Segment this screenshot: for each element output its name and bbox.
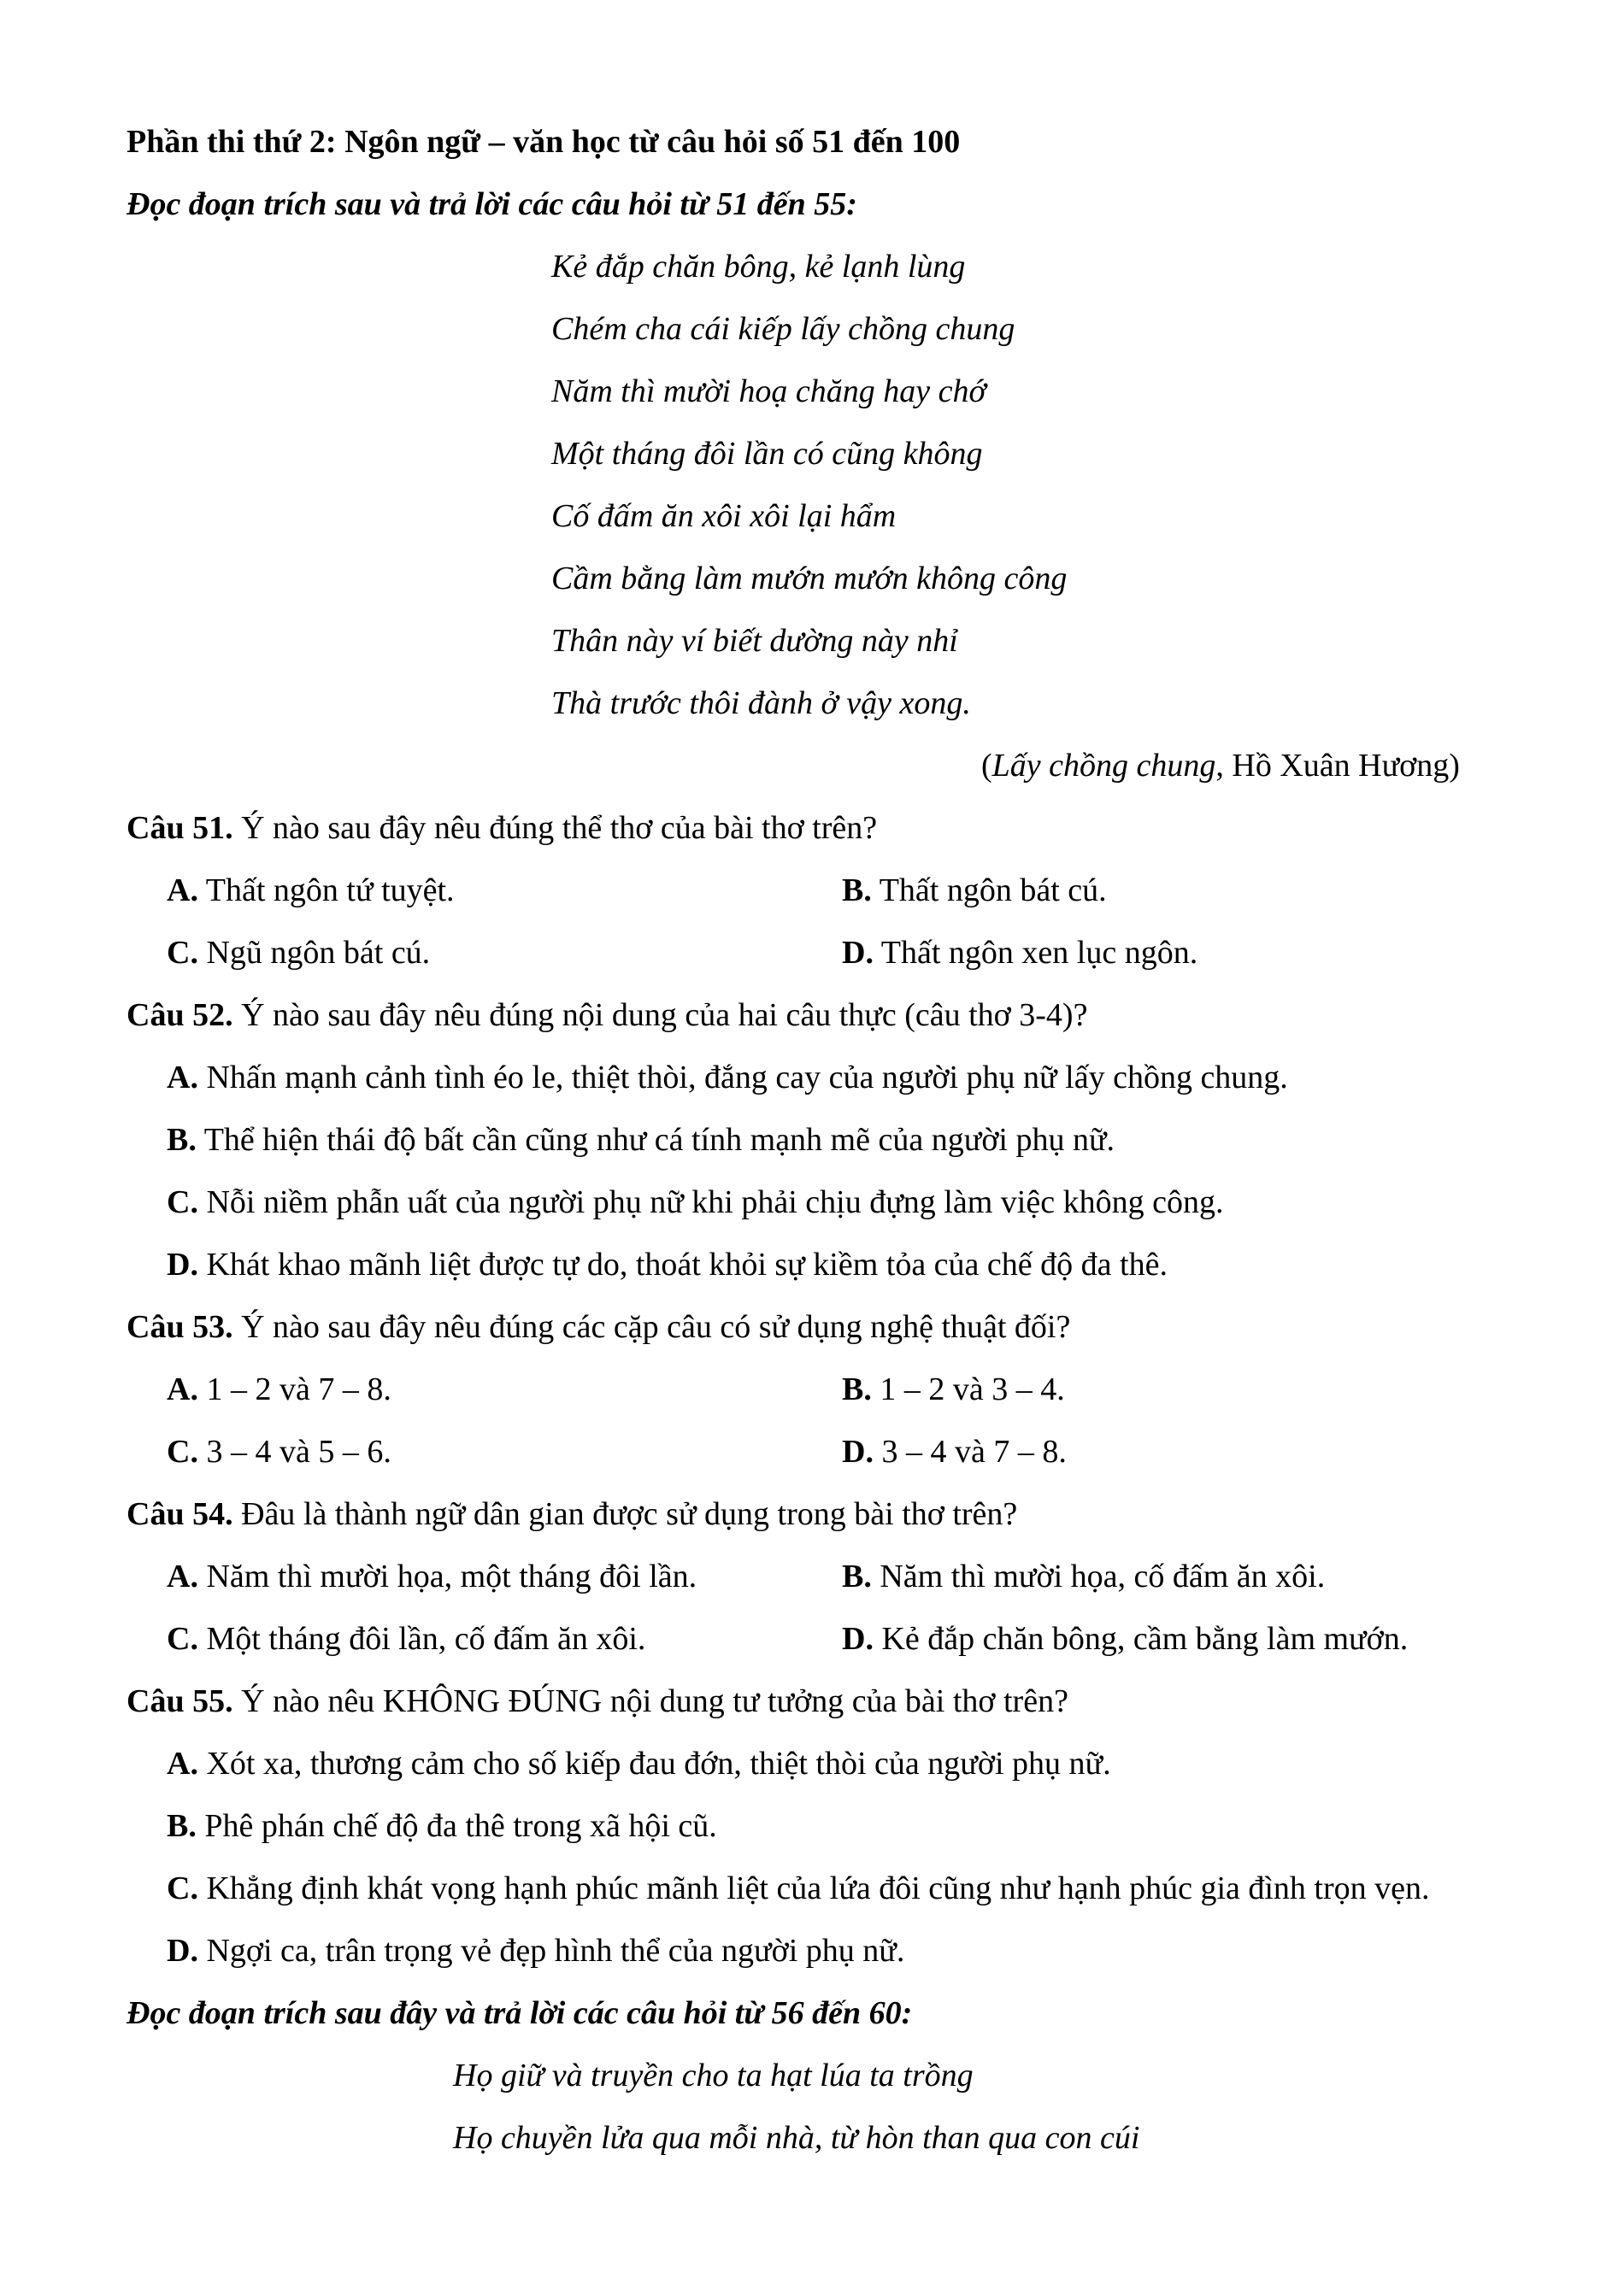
option-b (842, 1546, 1325, 1608)
option-label: B. (842, 872, 872, 908)
question-55 (127, 1671, 1551, 1733)
poem-line: Họ chuyền lửa qua mỗi nhà, từ hòn than qua con cúi (453, 2120, 1140, 2156)
poem-line: Chém cha cái kiếp lấy chồng chung (551, 311, 1015, 347)
option-label: B. (167, 1122, 197, 1158)
option-label: D. (167, 1933, 198, 1969)
option-d (842, 1608, 1408, 1671)
option-a (127, 1047, 1551, 1109)
option-text: Ngũ ngôn bát cú. (206, 935, 431, 971)
poem-excerpt-2 (127, 2045, 1551, 2170)
option-label: B. (167, 1808, 197, 1844)
option-text: Nhấn mạnh cảnh tình éo le, thiệt thòi, đắng cay của người phụ nữ lấy chồng chung. (206, 1060, 1288, 1095)
question-number: Câu 51. (127, 810, 233, 846)
option-text: 1 – 2 và 7 – 8. (206, 1371, 391, 1407)
question-number: Câu 52. (127, 997, 233, 1033)
option-d (842, 1421, 1067, 1483)
option-label: B. (842, 1559, 872, 1594)
option-d (127, 1234, 1551, 1296)
option-text: Năm thì mười họa, một tháng đôi lần. (206, 1559, 697, 1594)
poem-line: Thà trước thôi đành ở vậy xong. (551, 685, 971, 721)
poem-excerpt-1 (127, 236, 1551, 735)
poem-line: Một tháng đôi lần có cũng không (551, 436, 983, 472)
options-row (127, 1359, 1551, 1421)
option-label: A. (167, 1060, 198, 1095)
option-label: D. (842, 1621, 874, 1657)
question-52 (127, 984, 1551, 1047)
option-text: Khẳng định khát vọng hạnh phúc mãnh liệt của lứa đôi cũng như hạnh phúc gia đình trọn vẹn. (206, 1870, 1430, 1906)
option-b (842, 1359, 1065, 1421)
option-text: 3 – 4 và 7 – 8. (881, 1434, 1067, 1470)
option-c (167, 922, 842, 984)
option-c (127, 1858, 1551, 1920)
question-text: Ý nào sau đây nêu đúng nội dung của hai câu thực (câu thơ 3-4)? (241, 997, 1088, 1033)
question-53 (127, 1296, 1551, 1359)
option-b (127, 1795, 1551, 1858)
option-label: D. (842, 935, 874, 971)
question-number: Câu 53. (127, 1309, 233, 1345)
option-text: Năm thì mười họa, cố đấm ăn xôi. (880, 1559, 1326, 1594)
option-label: C. (167, 1870, 198, 1906)
question-text: Ý nào nêu KHÔNG ĐÚNG nội dung tư tưởng của bài thơ trên? (241, 1683, 1068, 1719)
option-b (842, 860, 1107, 922)
option-text: Thất ngôn tứ tuyệt. (205, 872, 455, 908)
poem-line: Thân này ví biết dường này nhỉ (551, 623, 958, 659)
option-label: D. (842, 1434, 874, 1470)
poem-title: Lấy chồng chung (991, 748, 1216, 784)
option-b (127, 1109, 1551, 1171)
options-row (127, 1608, 1551, 1671)
poem-line: Cầm bằng làm mướn mướn không công (551, 561, 1068, 596)
page-title: Phần thi thứ 2: Ngôn ngữ – văn học từ câu hỏi số 51 đến 100 (127, 124, 961, 160)
option-label: C. (167, 935, 198, 971)
option-text: Một tháng đôi lần, cố đấm ăn xôi. (206, 1621, 646, 1657)
question-51 (127, 797, 1551, 860)
question-text: Ý nào sau đây nêu đúng các cặp câu có sử dụng nghệ thuật đối? (241, 1309, 1071, 1345)
attribution-author: , Hồ Xuân Hương) (1215, 748, 1460, 784)
options-row (127, 1546, 1551, 1608)
option-label: C. (167, 1621, 198, 1657)
option-label: A. (167, 872, 198, 908)
option-label: A. (167, 1559, 198, 1594)
option-text: Xót xa, thương cảm cho số kiếp đau đớn, thiệt thòi của người phụ nữ. (206, 1746, 1111, 1782)
option-c (167, 1608, 842, 1671)
question-text: Ý nào sau đây nêu đúng thể thơ của bài thơ trên? (241, 810, 878, 846)
attribution-open: ( (981, 748, 992, 784)
reading-instruction-2: Đọc đoạn trích sau đây và trả lời các câu hỏi từ 56 đến 60: (127, 1995, 913, 2031)
option-text: Khát khao mãnh liệt được tự do, thoát khỏi sự kiềm tỏa của chế độ đa thê. (206, 1247, 1168, 1283)
option-text: Kẻ đắp chăn bông, cầm bằng làm mướn. (881, 1621, 1409, 1657)
option-text: Thất ngôn bát cú. (879, 872, 1107, 908)
option-text: 3 – 4 và 5 – 6. (206, 1434, 391, 1470)
option-a (167, 1359, 842, 1421)
reading-instruction-1: Đọc đoạn trích sau và trả lời các câu hỏi từ 51 đến 55: (127, 186, 857, 222)
option-label: C. (167, 1434, 198, 1470)
option-a (167, 1546, 842, 1608)
question-text: Đâu là thành ngữ dân gian được sử dụng trong bài thơ trên? (241, 1496, 1018, 1532)
options-row (127, 922, 1551, 984)
poem-line: Kẻ đắp chăn bông, kẻ lạnh lùng (551, 249, 966, 285)
option-c (127, 1171, 1551, 1234)
option-label: A. (167, 1746, 198, 1782)
option-text: Phê phán chế độ đa thê trong xã hội cũ. (204, 1808, 717, 1844)
question-number: Câu 54. (127, 1496, 233, 1532)
option-c (167, 1421, 842, 1483)
poem-attribution (127, 735, 1551, 797)
option-text: Thất ngôn xen lục ngôn. (880, 935, 1198, 971)
option-text: 1 – 2 và 3 – 4. (880, 1371, 1065, 1407)
options-row (127, 1421, 1551, 1483)
options-row (127, 860, 1551, 922)
option-d (842, 922, 1197, 984)
option-label: A. (167, 1371, 198, 1407)
option-a (127, 1733, 1551, 1795)
option-d (127, 1920, 1551, 1982)
option-label: B. (842, 1371, 872, 1407)
question-54 (127, 1483, 1551, 1546)
poem-line: Cố đấm ăn xôi xôi lại hẩm (551, 498, 897, 534)
poem-line: Năm thì mười hoạ chăng hay chớ (551, 373, 986, 409)
option-a (167, 860, 842, 922)
option-text: Nỗi niềm phẫn uất của người phụ nữ khi phải chịu đựng làm việc không công. (206, 1184, 1224, 1220)
option-text: Ngợi ca, trân trọng vẻ đẹp hình thể của người phụ nữ. (206, 1933, 905, 1969)
option-label: C. (167, 1184, 198, 1220)
poem-line: Họ giữ và truyền cho ta hạt lúa ta trồng (453, 2058, 974, 2093)
question-number: Câu 55. (127, 1683, 233, 1719)
option-label: D. (167, 1247, 198, 1283)
option-text: Thể hiện thái độ bất cần cũng như cá tính mạnh mẽ của người phụ nữ. (203, 1122, 1115, 1158)
